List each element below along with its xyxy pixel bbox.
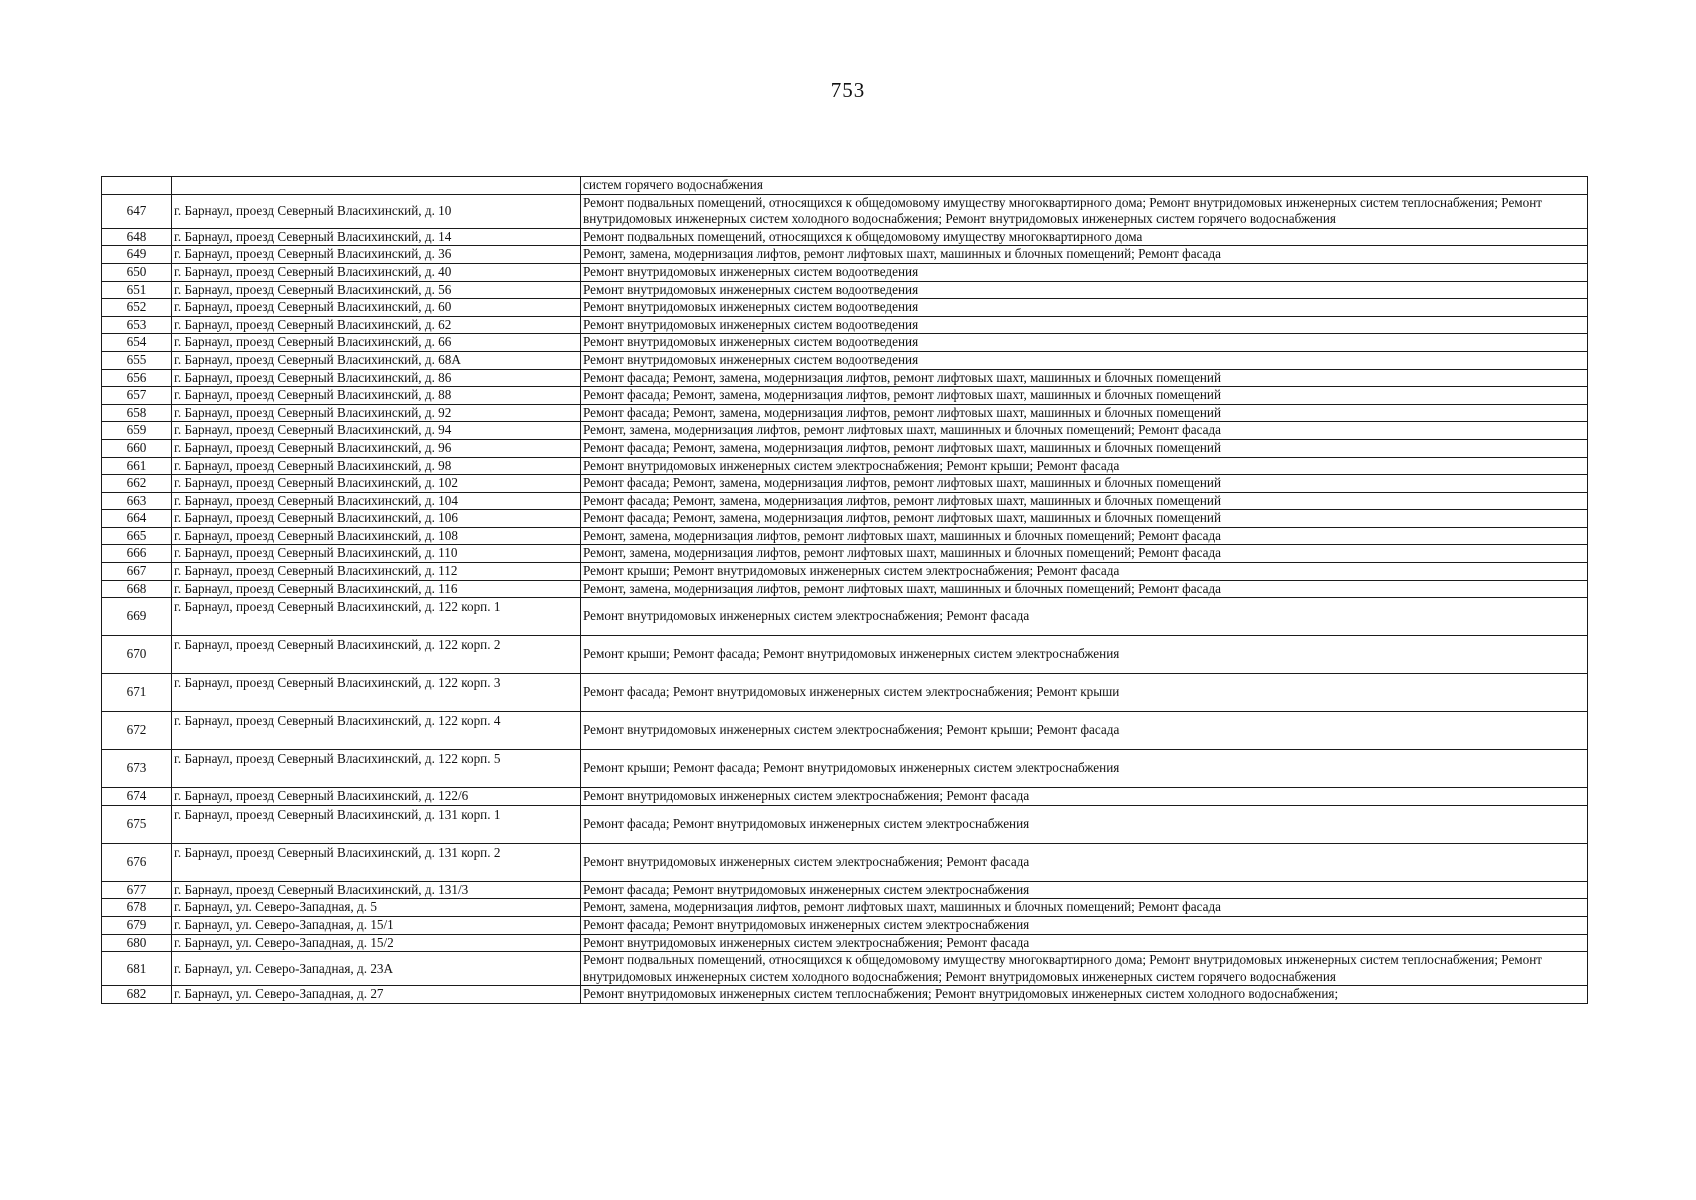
row-number-cell <box>102 177 172 195</box>
address-cell: г. Барнаул, ул. Северо-Западная, д. 15/2 <box>172 934 581 952</box>
address-cell: г. Барнаул, проезд Северный Власихинский, д. 112 <box>172 563 581 581</box>
address-cell: г. Барнаул, проезд Северный Власихинский, д. 66 <box>172 334 581 352</box>
table-row <box>102 334 1588 352</box>
works-cell: Ремонт внутридомовых инженерных систем водоотведения <box>581 351 1588 369</box>
works-cell: Ремонт внутридомовых инженерных систем водоотведения <box>581 299 1588 317</box>
table-row <box>102 917 1588 935</box>
row-number-cell: 681 <box>102 952 172 986</box>
address-cell: г. Барнаул, проезд Северный Власихинский, д. 94 <box>172 422 581 440</box>
table-row <box>102 563 1588 581</box>
works-cell: Ремонт фасада; Ремонт внутридомовых инженерных систем электроснабжения <box>581 881 1588 899</box>
row-number-cell: 647 <box>102 194 172 228</box>
row-number-cell: 678 <box>102 899 172 917</box>
works-cell: Ремонт фасада; Ремонт, замена, модернизация лифтов, ремонт лифтовых шахт, машинных и блочных помещений <box>581 510 1588 528</box>
address-cell: г. Барнаул, проезд Северный Власихинский, д. 92 <box>172 404 581 422</box>
table-row <box>102 899 1588 917</box>
works-cell: Ремонт внутридомовых инженерных систем электроснабжения; Ремонт фасада <box>581 788 1588 806</box>
row-number-cell: 662 <box>102 475 172 493</box>
works-cell: Ремонт крыши; Ремонт фасада; Ремонт внутридомовых инженерных систем электроснабжения <box>581 636 1588 674</box>
row-number-cell: 679 <box>102 917 172 935</box>
works-cell: Ремонт внутридомовых инженерных систем теплоснабжения; Ремонт внутридомовых инженерных систем холодного водоснабжения; <box>581 986 1588 1004</box>
row-number-cell: 661 <box>102 457 172 475</box>
table-row <box>102 986 1588 1004</box>
address-cell <box>172 177 581 195</box>
address-cell: г. Барнаул, проезд Северный Власихинский, д. 36 <box>172 246 581 264</box>
row-number-cell: 675 <box>102 805 172 843</box>
address-cell: г. Барнаул, проезд Северный Власихинский, д. 104 <box>172 492 581 510</box>
works-cell: Ремонт внутридомовых инженерных систем электроснабжения; Ремонт фасада <box>581 843 1588 881</box>
table-row <box>102 712 1588 750</box>
row-number-cell: 659 <box>102 422 172 440</box>
works-cell: Ремонт внутридомовых инженерных систем водоотведения <box>581 334 1588 352</box>
row-number-cell: 660 <box>102 439 172 457</box>
works-cell: Ремонт крыши; Ремонт внутридомовых инженерных систем электроснабжения; Ремонт фасада <box>581 563 1588 581</box>
address-cell: г. Барнаул, проезд Северный Власихинский, д. 108 <box>172 527 581 545</box>
table-row <box>102 492 1588 510</box>
address-cell: г. Барнаул, проезд Северный Власихинский, д. 110 <box>172 545 581 563</box>
row-number-cell: 652 <box>102 299 172 317</box>
table-row <box>102 750 1588 788</box>
address-cell: г. Барнаул, проезд Северный Власихинский, д. 10 <box>172 194 581 228</box>
works-cell: Ремонт, замена, модернизация лифтов, ремонт лифтовых шахт, машинных и блочных помещений; Ремонт фасада <box>581 422 1588 440</box>
address-cell: г. Барнаул, проезд Северный Власихинский, д. 62 <box>172 316 581 334</box>
works-cell: Ремонт фасада; Ремонт, замена, модернизация лифтов, ремонт лифтовых шахт, машинных и блочных помещений <box>581 492 1588 510</box>
works-cell: Ремонт, замена, модернизация лифтов, ремонт лифтовых шахт, машинных и блочных помещений; Ремонт фасада <box>581 899 1588 917</box>
address-cell: г. Барнаул, проезд Северный Власихинский, д. 122/6 <box>172 788 581 806</box>
works-cell: Ремонт фасада; Ремонт, замена, модернизация лифтов, ремонт лифтовых шахт, машинных и блочных помещений <box>581 439 1588 457</box>
address-cell: г. Барнаул, проезд Северный Власихинский, д. 131 корп. 1 <box>172 805 581 843</box>
table-row <box>102 422 1588 440</box>
address-cell: г. Барнаул, проезд Северный Власихинский, д. 86 <box>172 369 581 387</box>
table-row <box>102 457 1588 475</box>
works-cell: Ремонт подвальных помещений, относящихся к общедомовому имуществу многоквартирного дома; Ремонт внутридомовых инженерных систем теплоснабжения; Ремонт внутридомовых инженерных систем холодного водоснабжения; Ремонт внутридомовых инженерных систем горячего водоснабжения <box>581 952 1588 986</box>
works-cell: систем горячего водоснабжения <box>581 177 1588 195</box>
address-cell: г. Барнаул, проезд Северный Власихинский, д. 122 корп. 3 <box>172 674 581 712</box>
row-number-cell: 676 <box>102 843 172 881</box>
table-row <box>102 843 1588 881</box>
table-row <box>102 598 1588 636</box>
table-row <box>102 299 1588 317</box>
row-number-cell: 665 <box>102 527 172 545</box>
address-cell: г. Барнаул, проезд Северный Власихинский, д. 102 <box>172 475 581 493</box>
table-row <box>102 281 1588 299</box>
row-number-cell: 653 <box>102 316 172 334</box>
row-number-cell: 654 <box>102 334 172 352</box>
works-cell: Ремонт внутридомовых инженерных систем водоотведения <box>581 263 1588 281</box>
table-row <box>102 316 1588 334</box>
row-number-cell: 671 <box>102 674 172 712</box>
row-number-cell: 664 <box>102 510 172 528</box>
row-number-cell: 673 <box>102 750 172 788</box>
table-row <box>102 545 1588 563</box>
row-number-cell: 658 <box>102 404 172 422</box>
address-cell: г. Барнаул, ул. Северо-Западная, д. 27 <box>172 986 581 1004</box>
works-cell: Ремонт, замена, модернизация лифтов, ремонт лифтовых шахт, машинных и блочных помещений; Ремонт фасада <box>581 246 1588 264</box>
table-row <box>102 228 1588 246</box>
works-cell: Ремонт фасада; Ремонт, замена, модернизация лифтов, ремонт лифтовых шахт, машинных и блочных помещений <box>581 369 1588 387</box>
works-cell: Ремонт фасада; Ремонт, замена, модернизация лифтов, ремонт лифтовых шахт, машинных и блочных помещений <box>581 475 1588 493</box>
address-cell: г. Барнаул, проезд Северный Власихинский, д. 122 корп. 5 <box>172 750 581 788</box>
table-row <box>102 881 1588 899</box>
works-cell: Ремонт подвальных помещений, относящихся к общедомовому имуществу многоквартирного дома <box>581 228 1588 246</box>
works-cell: Ремонт фасада; Ремонт внутридомовых инженерных систем электроснабжения <box>581 805 1588 843</box>
address-cell: г. Барнаул, проезд Северный Власихинский, д. 88 <box>172 387 581 405</box>
table-row <box>102 788 1588 806</box>
table-row <box>102 194 1588 228</box>
address-cell: г. Барнаул, проезд Северный Власихинский, д. 14 <box>172 228 581 246</box>
works-cell: Ремонт внутридомовых инженерных систем водоотведения <box>581 281 1588 299</box>
address-cell: г. Барнаул, ул. Северо-Западная, д. 15/1 <box>172 917 581 935</box>
continuation-row <box>102 177 1588 195</box>
row-number-cell: 666 <box>102 545 172 563</box>
table-row <box>102 636 1588 674</box>
address-cell: г. Барнаул, проезд Северный Власихинский, д. 56 <box>172 281 581 299</box>
address-cell: г. Барнаул, проезд Северный Власихинский, д. 116 <box>172 580 581 598</box>
table-row <box>102 475 1588 493</box>
table-row <box>102 351 1588 369</box>
row-number-cell: 657 <box>102 387 172 405</box>
table-body <box>102 177 1588 1004</box>
row-number-cell: 648 <box>102 228 172 246</box>
row-number-cell: 655 <box>102 351 172 369</box>
works-cell: Ремонт фасада; Ремонт внутридомовых инженерных систем электроснабжения <box>581 917 1588 935</box>
address-cell: г. Барнаул, проезд Северный Власихинский, д. 60 <box>172 299 581 317</box>
works-cell: Ремонт внутридомовых инженерных систем электроснабжения; Ремонт крыши; Ремонт фасада <box>581 712 1588 750</box>
table-row <box>102 246 1588 264</box>
repair-register-table <box>101 176 1588 1004</box>
works-cell: Ремонт внутридомовых инженерных систем водоотведения <box>581 316 1588 334</box>
works-cell: Ремонт, замена, модернизация лифтов, ремонт лифтовых шахт, машинных и блочных помещений; Ремонт фасада <box>581 580 1588 598</box>
row-number-cell: 667 <box>102 563 172 581</box>
table-row <box>102 439 1588 457</box>
table-row <box>102 387 1588 405</box>
address-cell: г. Барнаул, проезд Северный Власихинский, д. 122 корп. 2 <box>172 636 581 674</box>
row-number-cell: 672 <box>102 712 172 750</box>
address-cell: г. Барнаул, проезд Северный Власихинский, д. 40 <box>172 263 581 281</box>
table-row <box>102 510 1588 528</box>
address-cell: г. Барнаул, проезд Северный Власихинский, д. 122 корп. 1 <box>172 598 581 636</box>
row-number-cell: 649 <box>102 246 172 264</box>
address-cell: г. Барнаул, проезд Северный Власихинский, д. 96 <box>172 439 581 457</box>
row-number-cell: 670 <box>102 636 172 674</box>
row-number-cell: 663 <box>102 492 172 510</box>
row-number-cell: 651 <box>102 281 172 299</box>
works-cell: Ремонт фасада; Ремонт, замена, модернизация лифтов, ремонт лифтовых шахт, машинных и блочных помещений <box>581 404 1588 422</box>
row-number-cell: 674 <box>102 788 172 806</box>
address-cell: г. Барнаул, проезд Северный Власихинский, д. 68А <box>172 351 581 369</box>
row-number-cell: 680 <box>102 934 172 952</box>
works-cell: Ремонт, замена, модернизация лифтов, ремонт лифтовых шахт, машинных и блочных помещений; Ремонт фасада <box>581 545 1588 563</box>
works-cell: Ремонт фасада; Ремонт внутридомовых инженерных систем электроснабжения; Ремонт крыши <box>581 674 1588 712</box>
row-number-cell: 677 <box>102 881 172 899</box>
works-cell: Ремонт внутридомовых инженерных систем электроснабжения; Ремонт фасада <box>581 934 1588 952</box>
address-cell: г. Барнаул, ул. Северо-Западная, д. 23А <box>172 952 581 986</box>
page-number: 753 <box>830 78 866 102</box>
row-number-cell: 682 <box>102 986 172 1004</box>
address-cell: г. Барнаул, проезд Северный Власихинский, д. 106 <box>172 510 581 528</box>
row-number-cell: 656 <box>102 369 172 387</box>
address-cell: г. Барнаул, проезд Северный Власихинский, д. 98 <box>172 457 581 475</box>
address-cell: г. Барнаул, ул. Северо-Западная, д. 5 <box>172 899 581 917</box>
row-number-cell: 668 <box>102 580 172 598</box>
address-cell: г. Барнаул, проезд Северный Власихинский, д. 122 корп. 4 <box>172 712 581 750</box>
row-number-cell: 669 <box>102 598 172 636</box>
works-cell: Ремонт фасада; Ремонт, замена, модернизация лифтов, ремонт лифтовых шахт, машинных и блочных помещений <box>581 387 1588 405</box>
works-cell: Ремонт крыши; Ремонт фасада; Ремонт внутридомовых инженерных систем электроснабжения <box>581 750 1588 788</box>
works-cell: Ремонт внутридомовых инженерных систем электроснабжения; Ремонт крыши; Ремонт фасада <box>581 457 1588 475</box>
table-row <box>102 934 1588 952</box>
table-row <box>102 805 1588 843</box>
table-row <box>102 674 1588 712</box>
works-cell: Ремонт, замена, модернизация лифтов, ремонт лифтовых шахт, машинных и блочных помещений; Ремонт фасада <box>581 527 1588 545</box>
table-row <box>102 263 1588 281</box>
row-number-cell: 650 <box>102 263 172 281</box>
table-row <box>102 580 1588 598</box>
works-cell: Ремонт внутридомовых инженерных систем электроснабжения; Ремонт фасада <box>581 598 1588 636</box>
works-cell: Ремонт подвальных помещений, относящихся к общедомовому имуществу многоквартирного дома; Ремонт внутридомовых инженерных систем теплоснабжения; Ремонт внутридомовых инженерных систем холодного водоснабжения; Ремонт внутридомовых инженерных систем горячего водоснабжения <box>581 194 1588 228</box>
table-row <box>102 527 1588 545</box>
address-cell: г. Барнаул, проезд Северный Власихинский, д. 131/3 <box>172 881 581 899</box>
table-row <box>102 952 1588 986</box>
table-row <box>102 404 1588 422</box>
table-row <box>102 369 1588 387</box>
address-cell: г. Барнаул, проезд Северный Власихинский, д. 131 корп. 2 <box>172 843 581 881</box>
